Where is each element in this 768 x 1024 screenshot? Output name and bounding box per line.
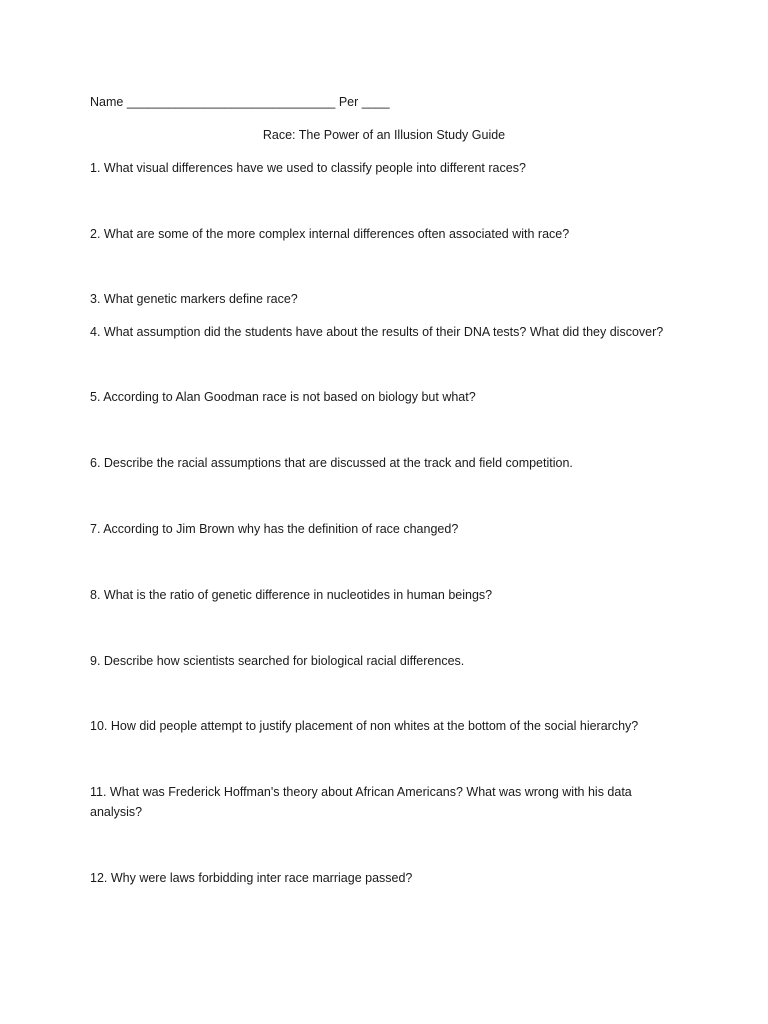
- question-7: 7. According to Jim Brown why has the definition of race changed?: [90, 522, 459, 536]
- question-6: 6. Describe the racial assumptions that are discussed at the track and field competition.: [90, 456, 573, 470]
- question-12: 12. Why were laws forbidding inter race marriage passed?: [90, 871, 413, 885]
- question-3: 3. What genetic markers define race?: [90, 292, 298, 306]
- question-11: 11. What was Frederick Hoffman's theory about African Americans? What was wrong with his data analysis?: [90, 785, 632, 819]
- question-1: 1. What visual differences have we used to classify people into different races?: [90, 161, 526, 175]
- question-5: 5. According to Alan Goodman race is not based on biology but what?: [90, 390, 476, 404]
- page-title: Race: The Power of an Illusion Study Guide: [262, 128, 506, 142]
- question-8: 8. What is the ratio of genetic difference in nucleotides in human beings?: [90, 588, 493, 602]
- question-4: 4. What assumption did the students have about the results of their DNA tests? What did they discover?: [90, 325, 664, 339]
- question-10: 10. How did people attempt to justify placement of non whites at the bottom of the social hierarchy?: [90, 719, 639, 733]
- name-period-line: Name ______________________________ Per ____: [90, 95, 390, 109]
- question-2: 2. What are some of the more complex internal differences often associated with race?: [90, 227, 570, 241]
- question-9: 9. Describe how scientists searched for biological racial differences.: [90, 654, 465, 668]
